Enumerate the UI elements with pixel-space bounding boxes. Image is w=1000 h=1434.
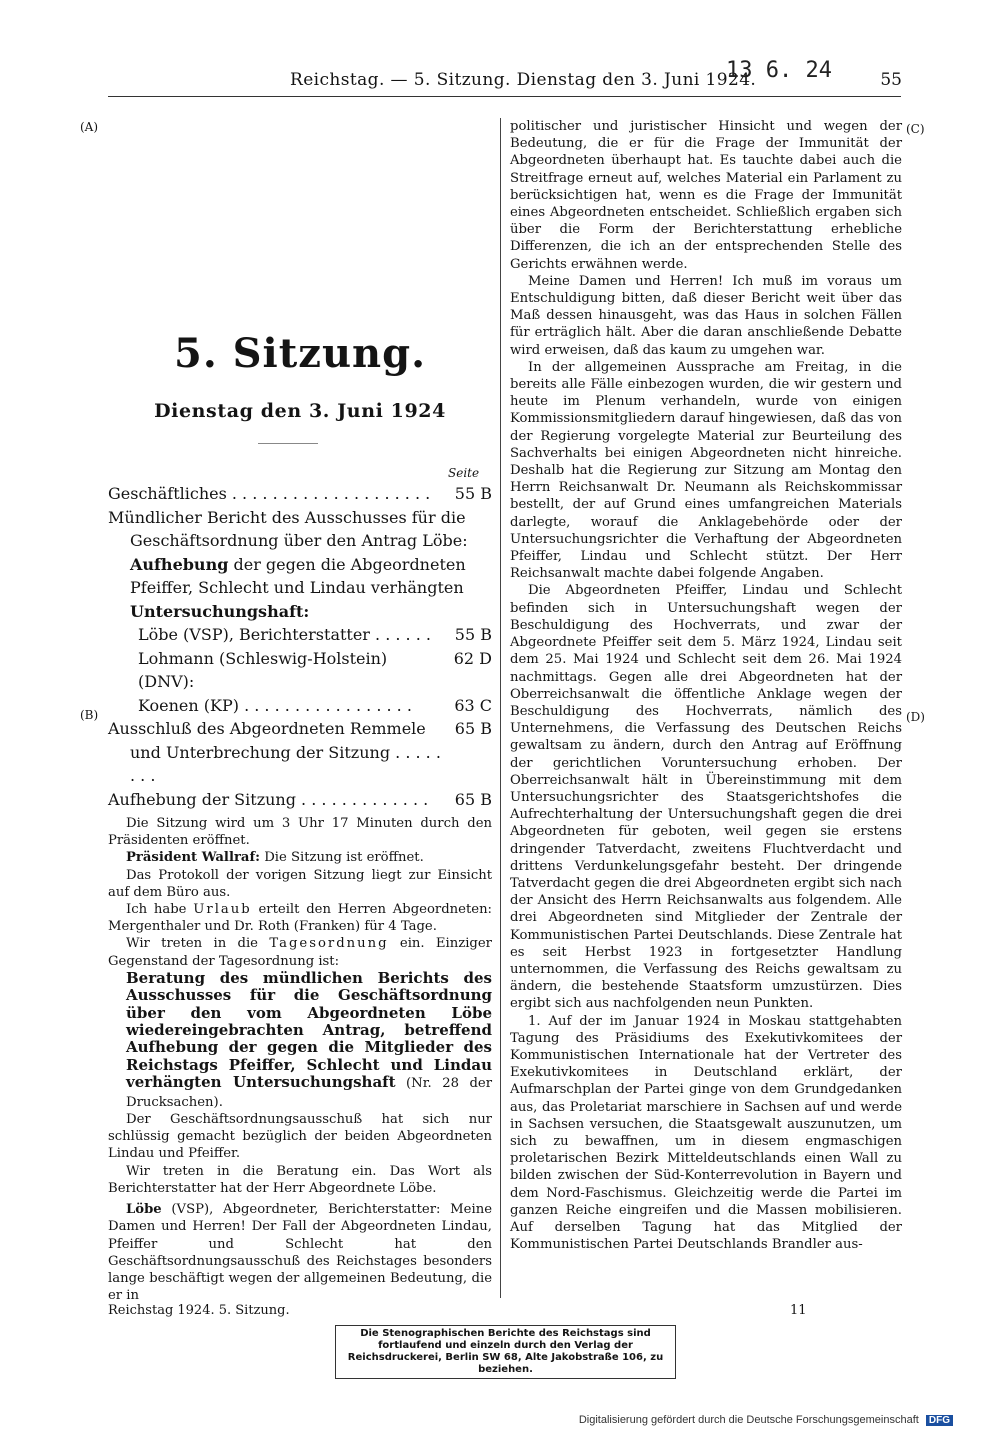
paragraph: 1. Auf der im Januar 1924 in Moskau stattgehabten Tagung des Präsidiums des Exekutivkomitees der Kommunistischen Internationale hat der Vertreter des Exekutivkomitees in Deutschland erklärt, der Aufmarschplan der Partei ginge von dem Grundgedanken aus, das Proletariat marschiere in Sachsen auf und werde in Sachsen versuchen, die Staatsgewalt auszunutzen, um sich zu bewaffnen, um in diesem engmaschigen proletarischen Bezirk Mitteldeutschlands einen Wall zu bilden zwischen der Süd-Konterrevolution in Bayern und dem Nord-Faschismus. Gleichzeitig werde die Partei im ganzen Reiche eingreifen und die Massen mobilisieren. Auf derselben Tagung hat das Mitglied der Kommunistischen Partei Deutschlands Brandler aus-: [510, 1013, 902, 1253]
toc-entry-text: Lohmann (Schleswig-Holstein) (DNV):: [138, 648, 388, 691]
paragraph: Löbe (VSP), Abgeordneter, Berichterstatter: Meine Damen und Herren! Der Fall der Abgeordneten Lindau, Pfeiffer und Schlecht hat den Geschäftsordnungsausschuß des Reichstages besonders lange beschäftigt wegen der allgemeinen Bedeutung, die er in: [108, 1202, 492, 1304]
paragraph: In der allgemeinen Aussprache am Freitag, in die bereits alle Fälle einbezogen wurden, die wir gestern und heute im Plenum verhandeln, wurde von einigen Kommissionsmitgliedern darauf hingewiesen, daß das von der Regierung vorgelegte Material zur Beurteilung des Sachverhalts bei einigen Abgeordneten nicht hinreiche. Deshalb hat die Regierung zur Sitzung am Montag den Herrn Reichsanwalt Dr. Neumann als Reichskommissar bestellt, der auf Grund eines umfangreichen Materials darlegte, worauf die Anklagebehörde oder der Untersuchungsrichter die Verhaftung der Abgeordneten Pfeiffer, Lindau und Schlecht stützt. Der Herr Reichsanwalt machte dabei folgende Angaben.: [510, 359, 902, 582]
footer-sheet-number: 11: [790, 1303, 807, 1318]
page-number: 55: [880, 70, 902, 90]
margin-mark-b: (B): [80, 708, 99, 722]
digitization-credit: [579, 1414, 953, 1426]
table-of-contents: [108, 482, 492, 811]
paragraph: Wir treten in die Beratung ein. Das Wort als Berichterstatter hat der Herr Abgeordnete Löbe.: [108, 1163, 492, 1196]
header-rule: [108, 96, 901, 97]
toc-entry-page: 55 B: [454, 484, 492, 503]
toc-entry-page: 62 D: [453, 648, 492, 668]
digitization-credit-text: Digitalisierung gefördert durch die Deutsche Forschungsgemeinschaft: [578, 1414, 919, 1426]
paragraph: Ich habe Urlaub erteilt den Herren Abgeordneten: Mergenthaler und Dr. Roth (Franken) für 4 Tage.: [108, 902, 493, 935]
toc-entry: [108, 647, 492, 694]
right-column-body: [510, 118, 902, 1253]
left-column-body: [108, 815, 492, 1304]
toc-entry-text: Löbe (VSP), Berichterstatter . . . . . .: [138, 625, 431, 644]
margin-mark-c: (C): [906, 122, 925, 136]
paragraph: Wir treten in die Tagesordnung ein. Einziger Gegenstand der Tagesordnung ist:: [108, 936, 492, 969]
paragraph: Meine Damen und Herren! Ich muß im voraus um Entschuldigung bitten, daß dieser Bericht weit über das Maß dessen hinausgeht, was das Haus in solchen Fällen für erträglich hält. Aber die daran anschließende Debatte wird erweisen, daß das kaum zu umgehen war.: [510, 273, 902, 358]
toc-entry-text: Geschäftliches . . . . . . . . . . . . . . . . . . . .: [108, 484, 431, 503]
session-date: Dienstag den 3. Juni 1924: [154, 400, 446, 422]
session-title: 5. Sitzung.: [173, 330, 426, 377]
handwritten-date: 13 6. 24: [726, 58, 832, 83]
title-rule: [258, 443, 318, 444]
toc-entry-text: Koenen (KP) . . . . . . . . . . . . . . . . .: [138, 695, 412, 715]
toc-entry-text: Aufhebung der Sitzung . . . . . . . . . . . . .: [108, 789, 429, 809]
toc-entry: [108, 623, 492, 647]
publisher-notice: Die Stenographischen Berichte des Reichstags sind fortlaufend und einzeln durch den Verlag der Reichsdruckerei, Berlin SW 68, Alte Jakobstraße 106, zu beziehen.: [335, 1325, 676, 1379]
toc-page-label: Seite: [448, 466, 480, 480]
toc-entry: [108, 694, 492, 718]
toc-entry: [108, 482, 492, 506]
toc-entry-text: Ausschluß des Abgeordneten Remmele und Unterbrechung der Sitzung . . . . . . . .: [108, 719, 441, 785]
agenda-item: Beratung des mündlichen Berichts des Ausschusses für die Geschäftsordnung über den vom Abgeordneten Löbe wiedereingebrachten Antrag, betreffend Aufhebung der gegen die Mitglieder des Reichstags Pfeiffer, Schlecht und Lindau verhängten Untersuchungshaft (Nr. 28 der Drucksachen).: [126, 968, 492, 1110]
toc-entry: [108, 717, 492, 788]
paragraph: Präsident Wallraf: Die Sitzung ist eröffnet.: [126, 850, 424, 866]
toc-entry-page: 65 B: [454, 789, 492, 809]
margin-mark-d: (D): [906, 710, 925, 724]
column-divider: [500, 118, 501, 1298]
running-title: Reichstag. — 5. Sitzung. Dienstag den 3. Juni 1924.: [290, 70, 757, 90]
paragraph: Die Abgeordneten Pfeiffer, Lindau und Schlecht befinden sich in Untersuchungshaft wegen der Beschuldigung des Hochverrats, und zwar der Abgeordnete Pfeiffer seit dem 5. März 1924, Lindau seit dem 25. Mai 1924 und Schlecht seit dem 26. Mai 1924 nachmittags. Gegen alle drei Abgeordneten hat der Oberreichsanwalt die öffentliche Anklage wegen der Beschuldigung des Hochverrats, nämlich des Unternehmens, die Verfassung des Deutschen Reichs gewaltsam zu ändern, durch den Antrag auf Eröffnung der gerichtlichen Voruntersuchung erhoben. Der Oberreichsanwalt hält in Übereinstimmung mit dem Untersuchungsrichter des Staatsgerichtshofes die Aufrechterhaltung der Untersuchungshaft gegen die drei Abgeordneten für geboten, weil gegen sie erstens dringender Tatverdacht, zweitens Fluchtverdacht und drittens Verdunkelungsgefahr besteht. Der dringende Tatverdacht gegen die drei Abgeordneten ergibt sich nach der Ansicht des Herrn Reichsanwalts aus folgendem. Alle drei Abgeordneten sind Mitglieder der Zentrale der Kommunistischen Partei Deutschlands. Diese Zentrale hat es seit Herbst 1923 in fortgesetzter Handlung unternommen, die Verfassung des Reichs gewaltsam zu ändern, die bestehende Staatsform umzustürzen. Dies ergibt sich aus nachfolgenden neun Punkten.: [510, 583, 902, 1012]
paragraph: Die Sitzung wird um 3 Uhr 17 Minuten durch den Präsidenten eröffnet.: [108, 816, 492, 849]
footer-left: Reichstag 1924. 5. Sitzung.: [108, 1303, 290, 1318]
toc-entry: [108, 788, 492, 812]
toc-entry: [108, 506, 492, 624]
toc-entry-page: 63 C: [454, 695, 492, 715]
toc-entry-text: Mündlicher Bericht des Ausschusses für die Geschäftsordnung über den Antrag Löbe: Aufhebung der gegen die Abgeordneten Pfeiffer, Schlecht und Lindau verhängten Untersuchungshaft:: [108, 507, 468, 621]
dfg-logo-icon: DFG: [926, 1415, 953, 1426]
toc-entry-page: 65 B: [454, 719, 492, 738]
paragraph: Das Protokoll der vorigen Sitzung liegt zur Einsicht auf dem Büro aus.: [108, 867, 492, 900]
margin-mark-a: (A): [80, 120, 99, 134]
toc-entry-page: 55 B: [454, 625, 492, 644]
paragraph: politischer und juristischer Hinsicht und wegen der Bedeutung, die er für die Frage der Immunität der Abgeordneten überhaupt hat. Es tauchte dabei auch die Streitfrage erneut auf, welches Material ein Parlament zu berücksichtigen hat, wenn es die Frage der Immunität eines Abgeordneten entscheidet. Schließlich ergaben sich über die Form der Berichterstattung erhebliche Differenzen, die ich an der entsprechenden Stelle des Gerichts erwähnen werde.: [510, 119, 902, 272]
paragraph: Der Geschäftsordnungsausschuß hat sich nur schlüssig gemacht bezüglich der beiden Abgeordneten Lindau und Pfeiffer.: [108, 1112, 492, 1162]
